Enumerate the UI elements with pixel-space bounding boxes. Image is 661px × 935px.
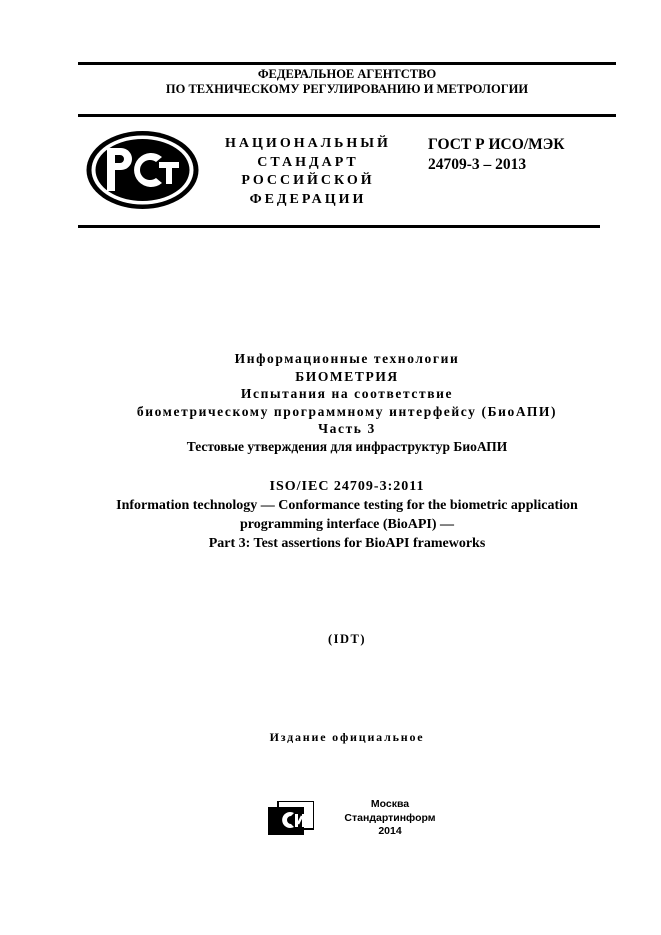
title-en-line-1: Information technology — Conformance testing for the biometric application <box>116 498 578 513</box>
header-middle-rule <box>78 114 616 117</box>
publisher-info <box>340 798 440 839</box>
idt-marker: (IDT) <box>327 632 367 646</box>
standartinform-logo-icon <box>268 801 314 835</box>
standard-type-line-1: НАЦИОНАЛЬНЫЙ <box>225 136 391 151</box>
title-en-line-3: Part 3: Test assertions for BioAPI frameworks <box>208 536 486 551</box>
header-top-rule <box>78 62 616 65</box>
iso-designation: ISO/IEC 24709-3:2011 <box>269 479 425 494</box>
standard-type-line-3: РОССИЙСКОЙ <box>241 173 375 188</box>
designation-line-1: ГОСТ Р ИСО/МЭК <box>428 136 565 153</box>
publisher-city: Москва <box>370 798 410 810</box>
standard-type <box>212 135 404 209</box>
title-ru-line-5: Часть 3 <box>318 421 376 437</box>
standard-designation <box>428 135 564 175</box>
agency-line-1: ФЕДЕРАЛЬНОЕ АГЕНТСТВО <box>257 67 437 81</box>
rst-logo-icon <box>84 129 201 211</box>
title-ru-line-6: Тестовые утверждения для инфраструктур БиоАПИ <box>186 438 508 454</box>
title-ru-line-3: Испытания на соответствие <box>240 386 454 402</box>
title-english <box>60 477 634 553</box>
publisher-year: 2014 <box>378 825 402 837</box>
header-bottom-rule <box>78 225 600 228</box>
standard-type-line-2: СТАНДАРТ <box>257 154 359 170</box>
title-russian <box>60 350 634 456</box>
edition-label: Издание официальное <box>269 730 425 744</box>
standard-type-line-4: ФЕДЕРАЦИИ <box>249 191 367 207</box>
title-ru-line-4: биометрическому программному интерфейсу (БиоАПИ) <box>136 403 558 419</box>
title-ru-line-1: Информационные технологии <box>234 351 460 366</box>
agency-name <box>78 67 616 97</box>
title-en-line-2: programming interface (BioAPI) — <box>240 517 454 532</box>
designation-line-2: 24709-3 – 2013 <box>428 156 527 173</box>
title-ru-line-2: БИОМЕТРИЯ <box>295 368 399 384</box>
publisher-name: Стандартинформ <box>344 811 436 824</box>
agency-line-2: ПО ТЕХНИЧЕСКОМУ РЕГУЛИРОВАНИЮ И МЕТРОЛОГИИ <box>165 82 529 96</box>
